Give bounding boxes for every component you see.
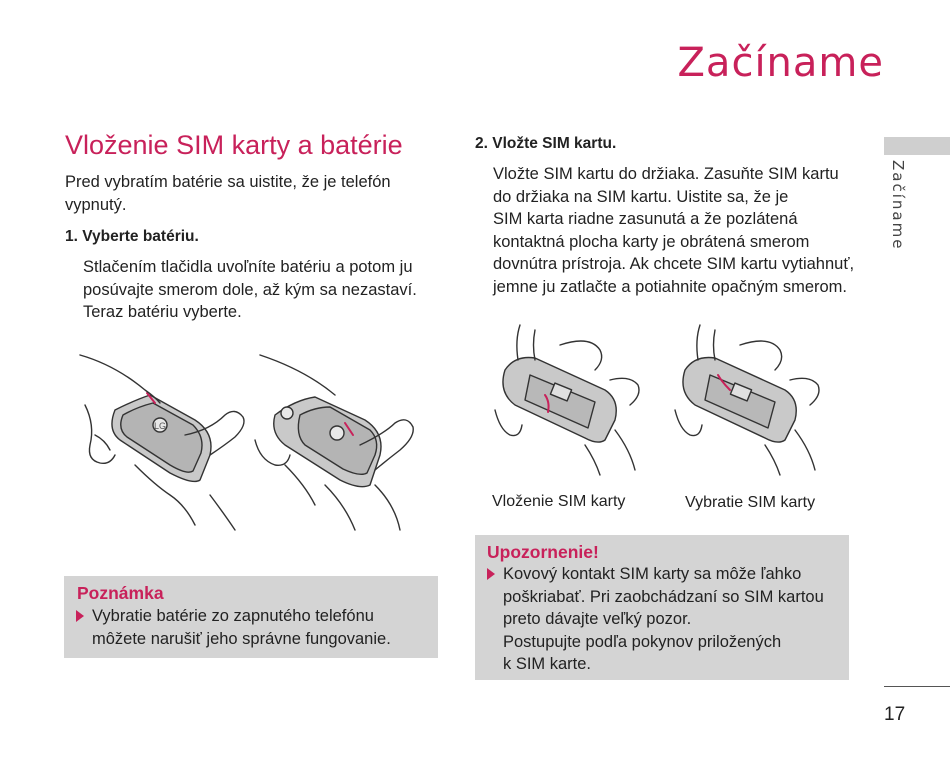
note-text — [76, 605, 436, 650]
caption-insert-sim: Vloženie SIM karty — [492, 493, 626, 510]
warning-line: preto dávajte veľký pozor. — [503, 610, 692, 629]
warning-text — [487, 563, 847, 676]
warning-bullet — [487, 563, 847, 676]
chapter-title: Začíname — [677, 40, 884, 86]
warning-line: poškriabať. Pri zaobchádzaní so SIM kartou — [503, 587, 824, 606]
step2-line: dovnútra prístroja. Ak chcete SIM kartu vytiahnuť, — [493, 255, 855, 274]
warning-line: Postupujte podľa pokynov priložených — [503, 632, 782, 651]
page-number: 17 — [884, 704, 906, 725]
step2-body — [493, 163, 853, 299]
warning-title: Upozornenie! — [487, 542, 599, 562]
step1-line: Teraz batériu vyberte. — [83, 303, 242, 322]
note-line: môžete narušiť jeho správne fungovanie. — [92, 629, 391, 648]
side-tab-marker — [884, 137, 950, 155]
note-box — [64, 576, 438, 658]
side-chapter-label: Začíname — [889, 160, 907, 251]
note-title: Poznámka — [77, 583, 164, 603]
note-line: Vybratie batérie zo zapnutého telefónu — [92, 607, 374, 625]
bullet-triangle-icon — [76, 610, 84, 622]
sim-insert-illustration — [490, 320, 650, 480]
intro-line: vypnutý. — [65, 195, 127, 214]
caption-remove-sim: Vybratie SIM karty — [685, 494, 816, 511]
warning-line: Kovový kontakt SIM karty sa môže ľahko — [503, 565, 802, 583]
footer-rule — [884, 686, 950, 687]
section-title: Vloženie SIM karty a batérie — [65, 130, 403, 160]
bullet-triangle-icon — [487, 568, 495, 580]
battery-removal-illustration — [75, 345, 425, 535]
step1-line: posúvajte smerom dole, až kým sa nezastaví. — [83, 280, 417, 299]
step2-line: SIM karta riadne zasunutá a že pozlátená — [493, 210, 798, 229]
intro-line: Pred vybratím batérie sa uistite, že je telefón — [65, 173, 391, 191]
sim-remove-illustration — [670, 320, 830, 480]
warning-line: k SIM karte. — [503, 655, 592, 674]
step1-heading: 1. Vyberte batériu. — [65, 228, 199, 245]
step1-body — [83, 256, 423, 324]
step1-line: Stlačením tlačidla uvoľníte batériu a potom ju — [83, 258, 413, 276]
lg-logo: LG — [154, 421, 167, 431]
step2-line: jemne ju zatlačte a potiahnite opačným smerom. — [493, 277, 848, 296]
step2-line: Vložte SIM kartu do držiaka. Zasuňte SIM kartu — [493, 165, 839, 183]
step2-heading: 2. Vložte SIM kartu. — [475, 135, 617, 152]
step2-line: kontaktná plocha karty je obrátená smerom — [493, 232, 810, 251]
warning-box — [475, 535, 849, 680]
note-bullet — [76, 605, 436, 650]
step2-line: do držiaka na SIM kartu. Uistite sa, že je — [493, 187, 789, 206]
intro-text — [65, 171, 405, 216]
